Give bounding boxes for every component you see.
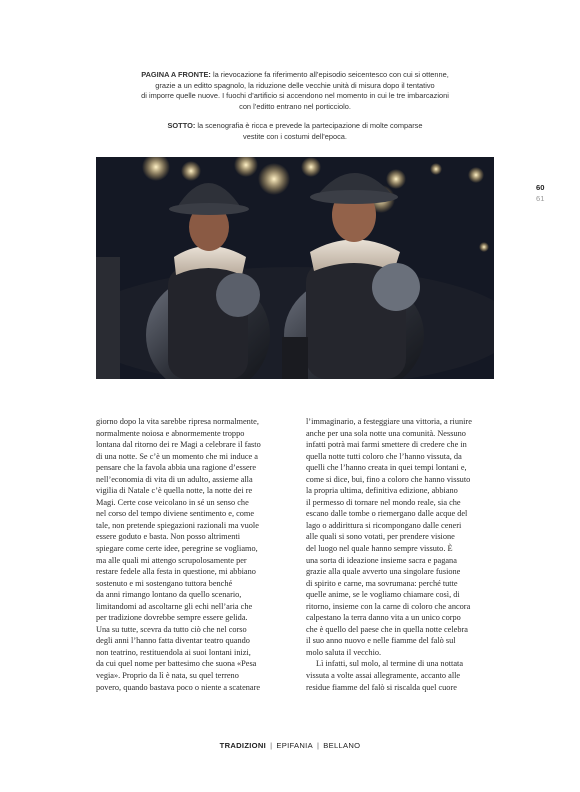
text-line: alle quali si sono votati, per prendere visione [306, 532, 455, 542]
text-line: il suo anno nuovo e nelle fiamme del falò sul [306, 636, 456, 646]
text-line: la propria ultima, definitiva edizione, abbiano [306, 486, 458, 496]
footer-section: TRADIZIONI [219, 741, 267, 750]
text-line: residue fiamme del falò si riscalda quel cuore [306, 682, 457, 692]
caption-bottom: SOTTO: la scenografia è ricca e prevede la partecipazione di molte comparse vestite con i costumi dell’epoca. [167, 121, 423, 141]
photo-captions [96, 70, 494, 143]
text-line: grazie alla quale avverto una singolare fusione [306, 567, 461, 577]
page-footer [0, 741, 580, 750]
footer-separator: | [316, 741, 320, 750]
page-number-other: 61 [536, 194, 545, 203]
photo-illustration [96, 157, 494, 379]
page-numbers [536, 182, 544, 204]
text-line: pensare che la favola abbia una ragione d’essere [96, 463, 257, 473]
text-line: calpestano la terra danno vita a un unico corpo [306, 613, 461, 623]
article-column-right [306, 416, 494, 693]
text-line: vissuta a volte assai allegramente, accanto alle [306, 671, 461, 681]
text-line: nel corso del tempo diviene sentimento e, come [96, 509, 255, 519]
text-line: che è quello del paese che in quella notte celebra [306, 624, 468, 634]
footer-separator: | [270, 741, 273, 750]
reenactment-photo [96, 157, 494, 379]
text-line: di spirito e carne, ma sovrumana: perché tutte [306, 578, 458, 588]
text-line: anche per una sola notte una comunità. Nessuno [306, 428, 466, 438]
caption-bottom-label: SOTTO: [167, 121, 196, 131]
footer-topic: EPIFANIA [276, 741, 313, 750]
text-line: quella notte tutti coloro che l’hanno vissuta, da [306, 451, 462, 461]
caption-top-label: PAGINA A FRONTE: [141, 70, 211, 79]
text-line: Magi. Certe cose veicolano in sé un senso che [96, 497, 249, 507]
text-line: molo saluta il vecchio. [306, 647, 382, 657]
text-line: escano dalle tombe o riemergano dalle acque del [306, 509, 468, 519]
text-line: quelle anime, se le vogliamo chiamare così, di [306, 590, 460, 600]
text-line: restare fedele alla festa in questione, mi abbiano [96, 567, 256, 577]
text-line: povero, quando bastava poco o niente a scatenare [96, 682, 261, 692]
text-line: degli anni l’hanno fatta diventar teatro quando [96, 636, 250, 646]
page-number-current: 60 [536, 183, 545, 192]
text-line: per tradizione dovrebbe sempre essere gelida. [96, 613, 248, 623]
text-line: spiegare come certe idee, peregrine se vogliamo, [96, 544, 258, 554]
text-line: infatti potrà mai farmi smettere di credere che in [306, 440, 467, 450]
text-line: limitandomi ad ascoltarne gli echi nell’aria che [96, 601, 253, 611]
caption-top: PAGINA A FRONTE: la rievocazione fa riferimento all’episodio seicentesco con cui si ottenne, grazie a un editto spagnolo, la riduzione delle vecchie unità di misura dopo il tentativo di imporre quelle nuove. I fuochi d’artificio si accendono nel momento in cui le tre imbarcazioni con l’editto entrano nel porticciolo. [141, 70, 449, 111]
text-line: tale, non pretende spiegazioni razionali ma vuole [96, 520, 259, 530]
footer-place: BELLANO [323, 741, 361, 750]
text-line: ma alle quali mi attengo scrupolosamente per [96, 555, 247, 565]
text-line: Lì infatti, sul molo, al termine di una nottata [316, 659, 464, 669]
text-line: giorno dopo la vita sarebbe ripresa normalmente, [96, 417, 259, 426]
left-figure-edge [96, 257, 120, 379]
text-line: il permesso di tornare nel mondo reale, sia che [306, 497, 461, 507]
text-line: sostenuto e mi sostengano tuttora benché [96, 578, 233, 588]
text-line: vegia». Proprio da lì è nata, su quel terreno [96, 671, 239, 681]
text-line: l’immaginario, a festeggiare una vittoria, a riunire [306, 417, 472, 426]
text-line: da anni rimango lontano da quello scenario, [96, 590, 242, 600]
text-line: vigilia di Natale c’è quella notte, la notte dei re [96, 486, 253, 496]
text-line: da cui quel nome per battesimo che suona «Pesa [96, 659, 257, 669]
text-line: di una notte. Se c’è un momento che mi induce a [96, 451, 258, 461]
text-line: essere goduto e basta. Non posso altrimenti [96, 532, 241, 542]
text-line: quelli che l’hanno creata in quei tempi lontani e, [306, 463, 467, 473]
text-line: lontana dal ritorno dei re Magi a celebrare il fasto [96, 440, 261, 450]
article-column-left [96, 416, 284, 693]
text-line: nell’economia di vita di un adulto, assieme alla [96, 474, 253, 484]
text-line: Una su tutte, scevra da tutto ciò che nel corso [96, 624, 247, 634]
text-line: come si dice, bui, fino a coloro che hanno vissuto [306, 474, 471, 484]
text-line: ritorno, insieme con la carne di coloro che ancora [306, 601, 471, 611]
text-line: del luogo nel quale hanno sempre vissuto. È [306, 544, 453, 554]
text-line: normalmente noiosa e abnormemente troppo [96, 428, 245, 438]
text-line: lago o addirittura si ricompongano dalle ceneri [306, 520, 462, 530]
text-line: una sorta di ideazione insieme sacra e pagana [306, 555, 457, 565]
text-line: non teatrino, restituendola ai suoi lontani inizi, [96, 647, 251, 657]
